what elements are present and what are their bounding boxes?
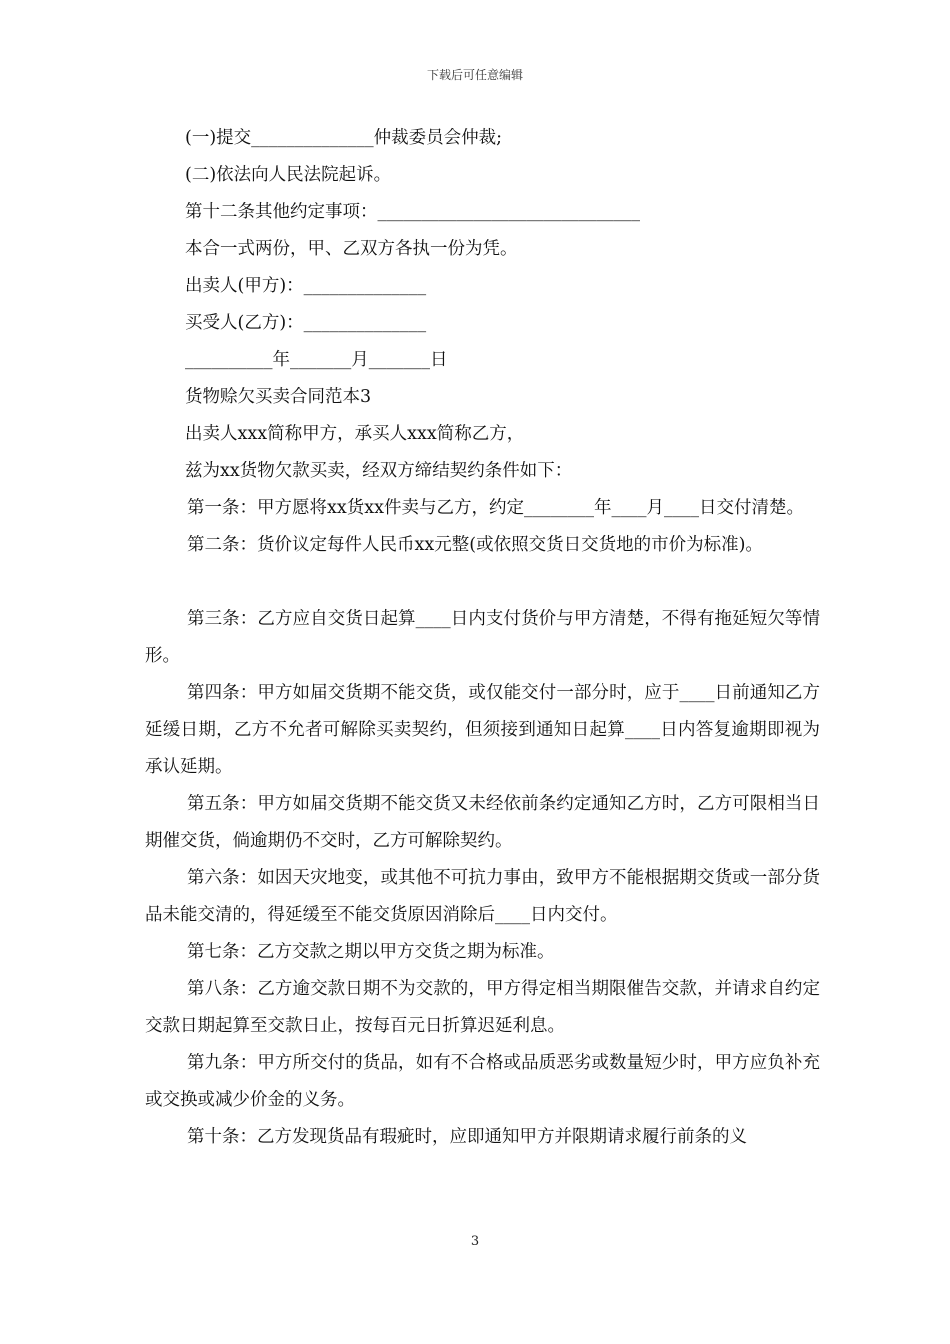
article-6: 第六条：如因天灾地变，或其他不可抗力事由，致甲方不能根据期交货或一部分货品未能交清的，得延缓至不能交货原因消除后____日内交付。: [145, 868, 820, 925]
date-line: __________年_______月_______日: [185, 350, 448, 370]
seller-signature-line: 出卖人(甲方)：______________: [185, 276, 427, 296]
article-10: 第十条：乙方发现货品有瑕疵时，应即通知甲方并限期请求履行前条的义: [187, 1127, 747, 1147]
article-2: 第二条：货价议定每件人民币xx元整(或依照交货日交货地的市价为标准)。: [187, 535, 763, 555]
page-number: 3: [470, 1234, 480, 1249]
article-7: 第七条：乙方交款之期以甲方交货之期为标准。: [187, 942, 555, 962]
article-9: 第九条：甲方所交付的货品，如有不合格或品质恶劣或数量短少时，甲方应负补充或交换或减少价金的义务。: [145, 1053, 820, 1110]
header-note: 下载后可任意编辑: [426, 68, 523, 82]
blank-spacer: [145, 564, 820, 601]
parties-line: 出卖人xxx简称甲方，承买人xxx简称乙方，: [185, 424, 525, 444]
article-8: 第八条：乙方逾交款日期不为交款的，甲方得定相当期限催告交款，并请求自约定交款日期起算至交款日止，按每百元日折算迟延利息。: [145, 979, 820, 1036]
document-body: [145, 120, 820, 1156]
copies-statement-line: 本合一式两份，甲、乙双方各执一份为凭。: [185, 239, 518, 259]
article-1: 第一条：甲方愿将xx货xx件卖与乙方，约定________年____月____日交付清楚。: [187, 498, 804, 518]
article-12-line: 第十二条其他约定事项：______________________________: [185, 202, 640, 222]
arbitration-option-line: (一)提交______________仲裁委员会仲裁;: [185, 128, 503, 148]
litigation-option-line: (二)依法向人民法院起诉。: [185, 165, 392, 185]
preamble-line: 兹为xx货物欠款买卖，经双方缔结契约条件如下：: [185, 461, 573, 481]
buyer-signature-line: 买受人(乙方)：______________: [185, 313, 427, 333]
article-5: 第五条：甲方如届交货期不能交货又未经依前条约定通知乙方时，乙方可限相当日期催交货，倘逾期仍不交时，乙方可解除契约。: [145, 794, 820, 851]
article-3: 第三条：乙方应自交货日起算____日内支付货价与甲方清楚，不得有拖延短欠等情形。: [145, 609, 820, 666]
article-4: 第四条：甲方如届交货期不能交货，或仅能交付一部分时，应于____日前通知乙方延缓日期，乙方不允者可解除买卖契约，但须接到通知日起算____日内答复逾期即视为承认延期。: [145, 683, 820, 777]
section-title: 货物赊欠买卖合同范本3: [185, 387, 372, 407]
